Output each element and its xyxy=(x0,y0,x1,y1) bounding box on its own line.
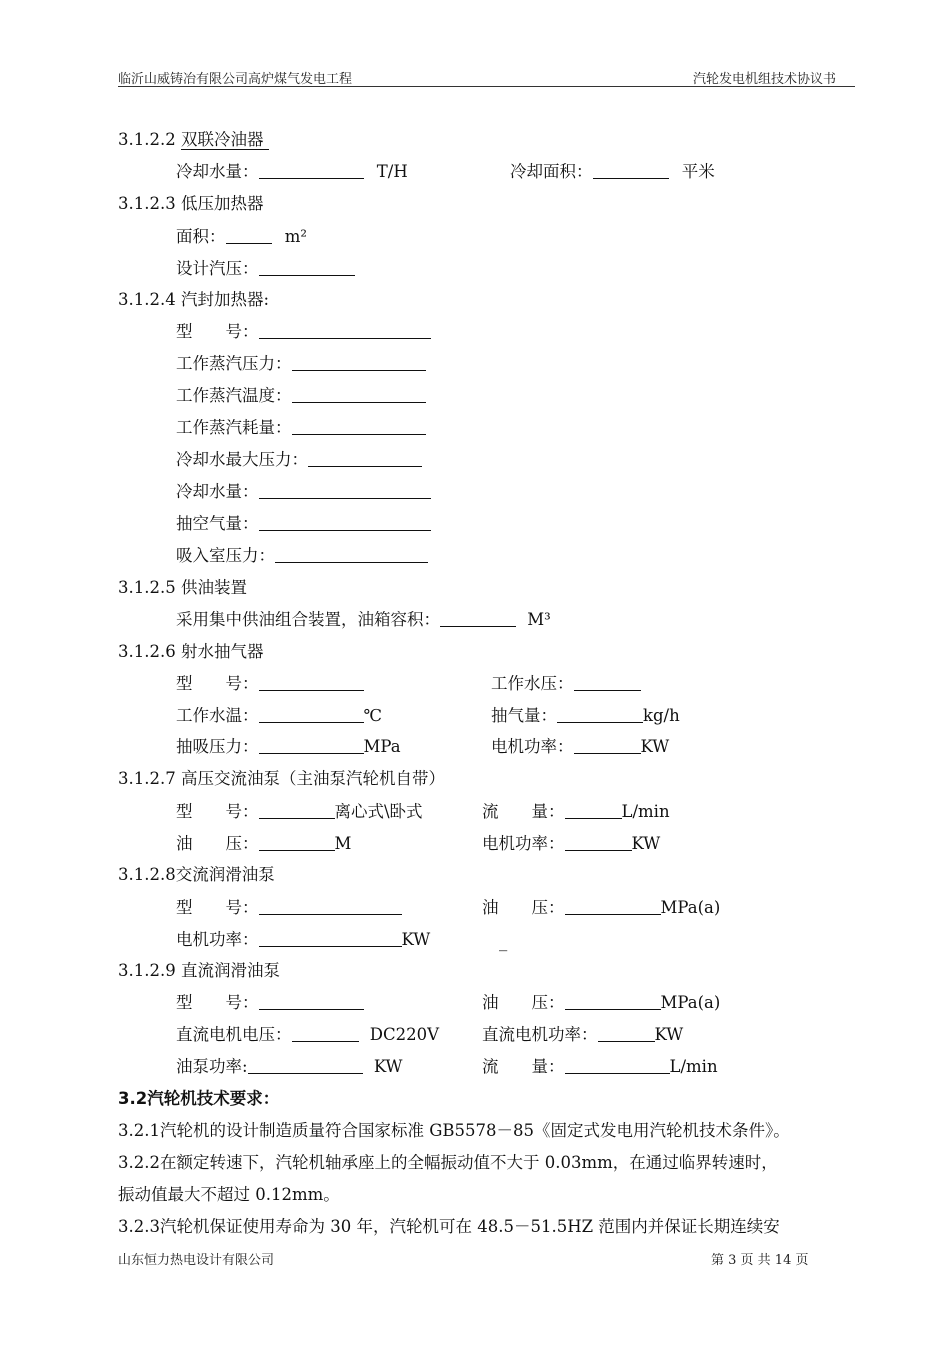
field-hp-model: 型 号： 离心式\卧式 xyxy=(176,802,423,821)
blank xyxy=(308,450,422,467)
blank xyxy=(440,610,516,627)
field-dc-oil-pressure: 油 压： MPa(a) xyxy=(482,993,721,1012)
blank xyxy=(574,737,641,754)
section-3127: 3.1.2.7 高压交流油泵（主油泵汽轮机自带） xyxy=(118,769,445,788)
blank xyxy=(565,834,632,851)
field-cooling-area: 冷却面积： 平米 xyxy=(510,162,715,181)
field-dc-model: 型 号： xyxy=(176,993,364,1013)
blank xyxy=(259,834,335,851)
field-cooling-water: 冷却水量： T/H xyxy=(176,162,408,181)
blank xyxy=(259,706,364,723)
blank xyxy=(259,514,431,531)
field-water-temp: 工作水温： ℃ xyxy=(176,706,382,725)
blank xyxy=(557,706,643,723)
section-3128: 3.1.2.8交流润滑油泵 xyxy=(118,865,275,884)
section-3123: 3.1.2.3 低压加热器 xyxy=(118,194,264,213)
blank xyxy=(292,386,426,403)
blank xyxy=(248,1057,363,1074)
blank xyxy=(259,993,364,1010)
blank xyxy=(226,227,272,244)
header-left: 临沂山威铸冶有限公司高炉煤气发电工程 xyxy=(118,72,353,87)
blank xyxy=(259,482,431,499)
field-dc-power: 直流电机功率： KW xyxy=(482,1025,684,1044)
blank xyxy=(565,898,661,915)
field-area: 面积： m² xyxy=(176,227,308,246)
blank xyxy=(259,802,335,819)
header-rule xyxy=(118,86,855,87)
blank xyxy=(259,898,402,915)
field-steam-pressure: 工作蒸汽压力： xyxy=(176,354,426,374)
blank xyxy=(259,162,364,179)
blank xyxy=(259,259,355,276)
footer-page-number: 第 3 页 共 14 页 xyxy=(711,1253,809,1268)
section-3129: 3.1.2.9 直流润滑油泵 xyxy=(118,961,280,980)
stray-mark: _ xyxy=(499,932,508,951)
section-3125: 3.1.2.5 供油装置 xyxy=(118,578,247,597)
blank xyxy=(292,418,426,435)
field-steam-temp: 工作蒸汽温度： xyxy=(176,386,426,406)
blank xyxy=(574,674,641,691)
blank xyxy=(565,1057,670,1074)
paragraph-322-line1: 3.2.2在额定转速下，汽轮机轴承座上的全幅振动值不大于 0.03mm，在通过临界转速时， xyxy=(118,1153,778,1172)
blank xyxy=(565,802,622,819)
field-water-pressure: 工作水压： xyxy=(491,674,641,694)
section-3124: 3.1.2.4 汽封加热器: xyxy=(118,290,270,309)
field-model: 型 号： xyxy=(176,322,431,342)
field-steam-consumption: 工作蒸汽耗量： xyxy=(176,418,426,438)
field-ac-model: 型 号： xyxy=(176,898,402,918)
field-dc-flow: 流 量： L/min xyxy=(482,1057,718,1076)
field-air-flow: 抽气量： kg/h xyxy=(491,706,680,725)
field-ej-suction: 抽吸压力： MPa xyxy=(176,737,401,756)
field-pump-power: 油泵功率: KW xyxy=(176,1057,403,1076)
field-cw-max-pressure: 冷却水最大压力： xyxy=(176,450,422,470)
blank xyxy=(259,674,364,691)
header-right: 汽轮发电机组技术协议书 xyxy=(693,72,837,87)
blank xyxy=(259,737,364,754)
blank xyxy=(292,354,426,371)
field-ej-motor: 电机功率： KW xyxy=(491,737,670,756)
blank xyxy=(275,546,428,563)
blank xyxy=(593,162,669,179)
paragraph-322-line2: 振动值最大不超过 0.12mm。 xyxy=(118,1185,340,1204)
footer-left: 山东恒力热电设计有限公司 xyxy=(118,1253,275,1268)
field-air-extraction: 抽空气量： xyxy=(176,514,431,534)
section-title: 双联冷油器 xyxy=(181,130,270,150)
field-design-pressure: 设计汽压： xyxy=(176,259,355,279)
paragraph-321: 3.2.1汽轮机的设计制造质量符合国家标准 GB5578－85《固定式发电用汽轮机技术条件》。 xyxy=(118,1121,790,1140)
blank xyxy=(259,930,402,947)
blank xyxy=(292,1025,359,1042)
blank xyxy=(598,1025,655,1042)
field-oil-tank: 采用集中供油组合装置，油箱容积： M³ xyxy=(176,610,551,629)
field-suction-pressure: 吸入室压力： xyxy=(176,546,428,566)
section-heading-32: 3.2汽轮机技术要求： xyxy=(118,1089,280,1108)
section-3126: 3.1.2.6 射水抽气器 xyxy=(118,642,264,661)
blank xyxy=(565,993,661,1010)
paragraph-323: 3.2.3汽轮机保证使用寿命为 30 年，汽轮机可在 48.5－51.5HZ 范围内并保证长期连续安 xyxy=(118,1217,780,1236)
field-ej-model: 型 号： xyxy=(176,674,364,694)
section-number: 3.1.2.2 xyxy=(118,130,176,149)
blank xyxy=(259,322,431,339)
field-hp-flow: 流 量： L/min xyxy=(482,802,670,821)
field-dc-voltage: 直流电机电压： DC220V xyxy=(176,1025,440,1044)
field-hp-motor: 电机功率： KW xyxy=(482,834,661,853)
field-hp-oil-pressure: 油 压： M xyxy=(176,834,352,853)
field-cw-flow: 冷却水量： xyxy=(176,482,431,502)
field-ac-oil-pressure: 油 压： MPa(a) xyxy=(482,898,721,917)
section-3122 xyxy=(118,130,269,150)
field-ac-motor: 电机功率： KW xyxy=(176,930,431,949)
